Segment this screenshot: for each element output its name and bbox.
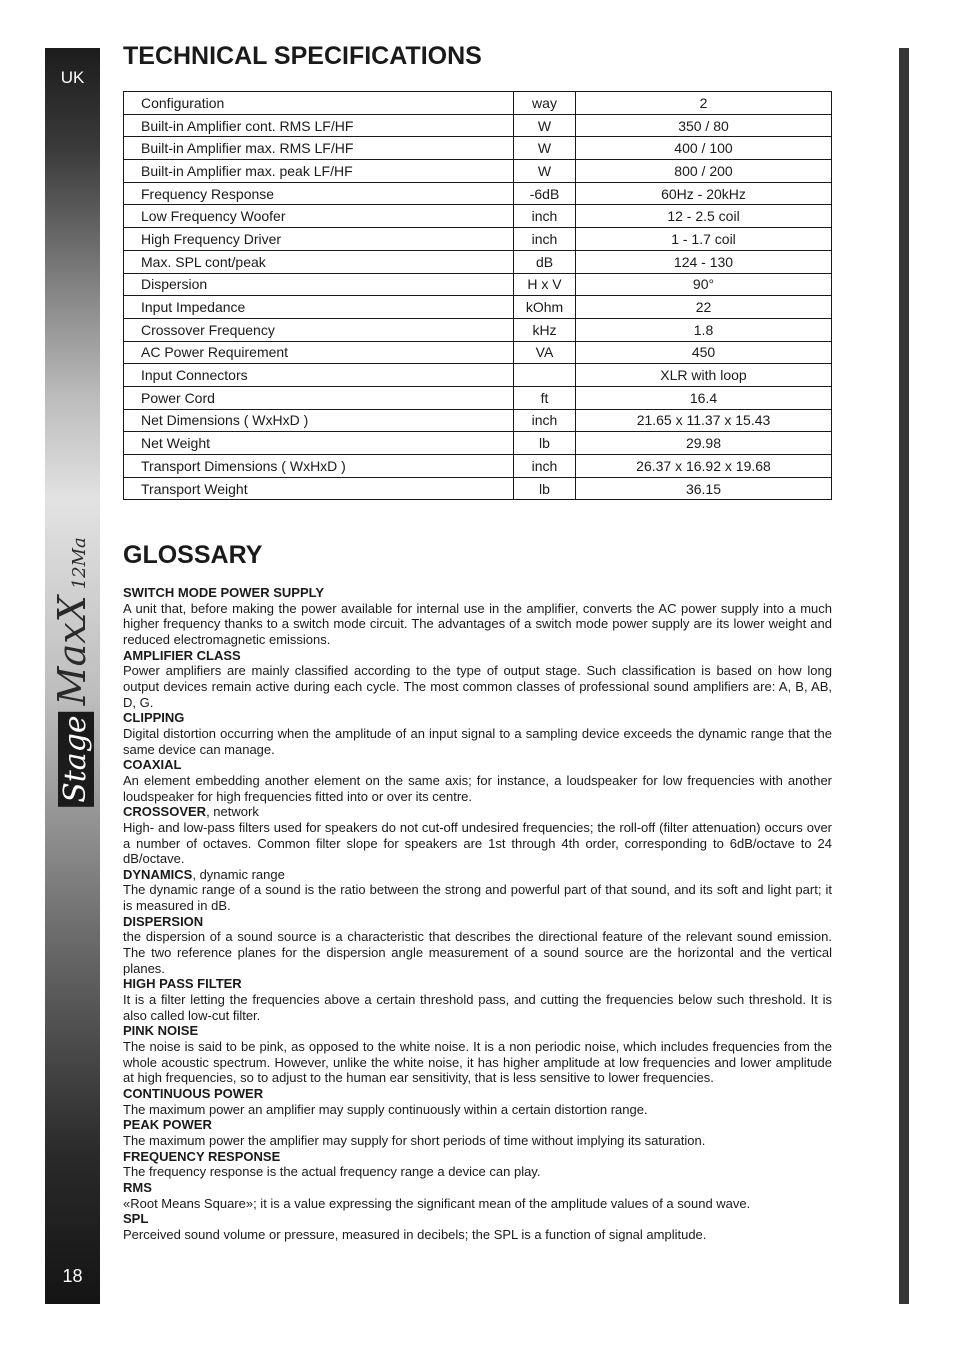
glossary-definition: «Root Means Square»; it is a value expressing the significant mean of the amplitude values of a sound wave. <box>123 1195 751 1211</box>
glossary-term: SWITCH MODE POWER SUPPLY <box>123 585 325 600</box>
spec-name-cell: Max. SPL cont/peak <box>124 250 514 273</box>
spec-unit-cell: way <box>514 92 576 115</box>
spec-name-cell: Input Connectors <box>124 364 514 387</box>
spec-unit-cell: ft <box>514 386 576 409</box>
spec-row <box>124 114 832 137</box>
spec-unit-cell: VA <box>514 341 576 364</box>
spec-unit-cell: W <box>514 160 576 183</box>
glossary-entry <box>123 1211 832 1242</box>
spec-value-cell: 90° <box>576 273 832 296</box>
spec-row <box>124 386 832 409</box>
glossary-term: PINK NOISE <box>123 1023 199 1039</box>
spec-name-cell: Frequency Response <box>124 182 514 205</box>
spec-name-cell: Net Dimensions ( WxHxD ) <box>124 409 514 432</box>
glossary-list <box>123 585 832 1243</box>
glossary-term: AMPLIFIER CLASS <box>123 647 241 663</box>
spec-value-cell: 350 / 80 <box>576 114 832 137</box>
spec-name-cell: Net Weight <box>124 432 514 455</box>
spec-value-cell: 124 - 130 <box>576 250 832 273</box>
spec-unit-cell: -6dB <box>514 182 576 205</box>
spec-name-cell: Power Cord <box>124 386 514 409</box>
spec-value-cell: 26.37 x 16.92 x 19.68 <box>576 455 832 478</box>
brand-logo-main-text: MaxX <box>50 595 94 706</box>
spec-row <box>124 341 832 364</box>
spec-name-cell: Crossover Frequency <box>124 318 514 341</box>
glossary-definition: It is a filter letting the frequencies above a certain threshold pass, and cutting the frequencies below such threshold. It is also called low-cut filter. <box>123 992 832 1023</box>
spec-row <box>124 160 832 183</box>
spec-value-cell: 36.15 <box>576 477 832 500</box>
glossary-entry <box>123 648 832 711</box>
spec-row <box>124 92 832 115</box>
glossary-term: RMS <box>123 1179 152 1195</box>
spec-value-cell: 1.8 <box>576 318 832 341</box>
glossary-term-suffix: , network <box>206 804 259 820</box>
glossary-term: COAXIAL <box>123 757 182 773</box>
spec-row <box>124 432 832 455</box>
glossary-term: FREQUENCY RESPONSE <box>123 1148 281 1164</box>
spec-value-cell: 2 <box>576 92 832 115</box>
page-number: 18 <box>62 1266 83 1286</box>
glossary-term: CLIPPING <box>123 710 185 726</box>
specs-title: TECHNICAL SPECIFICATIONS <box>123 42 482 70</box>
spec-value-cell: 12 - 2.5 coil <box>576 205 832 228</box>
glossary-definition: Perceived sound volume or pressure, measured in decibels; the SPL is a function of signal amplitude. <box>123 1226 707 1242</box>
spec-row <box>124 296 832 319</box>
glossary-entry <box>123 1117 832 1148</box>
side-strip <box>45 48 100 1304</box>
spec-value-cell: 60Hz - 20kHz <box>576 182 832 205</box>
glossary-definition: Power amplifiers are mainly classified according to the type of output stage. Such classification is based on how long output devices remain active during each cycle. The most common classes of professional sound amplifiers are: A, B, AB, D, G. <box>123 663 832 710</box>
glossary-entry <box>123 914 832 977</box>
spec-name-cell: Transport Dimensions ( WxHxD ) <box>124 455 514 478</box>
spec-unit-cell: dB <box>514 250 576 273</box>
glossary-term: DYNAMICS <box>123 866 193 882</box>
spec-row <box>124 318 832 341</box>
spec-value-cell: 16.4 <box>576 386 832 409</box>
glossary-definition: An element embedding another element on the same axis; for instance, a loudspeaker for low frequencies with another loudspeaker for high frequencies fitted into or over its centre. <box>123 772 832 804</box>
brand-logo-box-text: Stage <box>58 711 94 806</box>
specs-table <box>123 91 832 500</box>
glossary-entry <box>123 804 832 867</box>
glossary-term: DISPERSION <box>123 913 204 929</box>
glossary-entry <box>123 757 832 804</box>
glossary-definition: the dispersion of a sound source is a characteristic that describes the directional feature of the relevant sound emission. The two reference planes for the dispersion angle measurement of a sound source are the horizontal and the vertical planes. <box>123 929 832 976</box>
language-label: UK <box>60 68 85 87</box>
glossary-entry <box>123 1023 832 1086</box>
spec-unit-cell: inch <box>514 205 576 228</box>
spec-value-cell: 800 / 200 <box>576 160 832 183</box>
spec-value-cell: 450 <box>576 341 832 364</box>
spec-value-cell: 400 / 100 <box>576 137 832 160</box>
glossary-definition: The frequency response is the actual frequency range a device can play. <box>123 1164 541 1180</box>
spec-unit-cell: inch <box>514 409 576 432</box>
spec-row <box>124 455 832 478</box>
right-edge-bar <box>899 48 909 1304</box>
spec-value-cell: 1 - 1.7 coil <box>576 228 832 251</box>
glossary-term: SPL <box>123 1211 149 1227</box>
spec-unit-cell: kOhm <box>514 296 576 319</box>
spec-row <box>124 364 832 387</box>
spec-unit-cell <box>514 364 576 387</box>
spec-row <box>124 409 832 432</box>
spec-row <box>124 477 832 500</box>
spec-name-cell: Transport Weight <box>124 477 514 500</box>
spec-name-cell: Built-in Amplifier cont. RMS LF/HF <box>124 114 514 137</box>
spec-unit-cell: inch <box>514 455 576 478</box>
glossary-definition: High- and low-pass filters used for speakers do not cut-off undesired frequencies; the roll-off (filter attenuation) occurs over a number of octaves. Common filter slope for speakers are 1st through 4th order, corresponding to 6dB/octave to 24 dB/octave. <box>123 819 832 867</box>
spec-name-cell: Built-in Amplifier max. peak LF/HF <box>124 160 514 183</box>
glossary-term-suffix: , dynamic range <box>192 866 285 882</box>
glossary-definition: The maximum power an amplifier may supply continuously within a certain distortion range. <box>123 1101 648 1117</box>
spec-row <box>124 182 832 205</box>
brand-logo-model-text: 12Ma <box>69 537 90 590</box>
glossary-definition: A unit that, before making the power available for internal use in the amplifier, converts the AC power supply into a much higher frequency thanks to a switch mode circuit. The advantages of a switch mode power supply are its lower weight and reduced electromagnetic emissions. <box>123 600 832 647</box>
glossary-entry <box>123 1149 832 1180</box>
spec-value-cell: 29.98 <box>576 432 832 455</box>
glossary-definition: The maximum power the amplifier may supply for short periods of time without implying its saturation. <box>123 1132 706 1148</box>
spec-unit-cell: W <box>514 137 576 160</box>
spec-name-cell: AC Power Requirement <box>124 341 514 364</box>
glossary-entry <box>123 1180 832 1211</box>
spec-name-cell: High Frequency Driver <box>124 228 514 251</box>
glossary-term: CONTINUOUS POWER <box>123 1086 264 1101</box>
spec-name-cell: Dispersion <box>124 273 514 296</box>
glossary-definition: The dynamic range of a sound is the ratio between the strong and powerful part of that sound, and its soft and light part; it is measured in dB. <box>123 882 832 914</box>
spec-row <box>124 228 832 251</box>
glossary-entry <box>123 585 832 648</box>
glossary-term: CROSSOVER <box>123 804 207 820</box>
spec-value-cell: 22 <box>576 296 832 319</box>
spec-unit-cell: H x V <box>514 273 576 296</box>
spec-unit-cell: W <box>514 114 576 137</box>
spec-unit-cell: inch <box>514 228 576 251</box>
spec-row <box>124 273 832 296</box>
glossary-entry <box>123 710 832 757</box>
glossary-entry <box>123 867 832 914</box>
spec-row <box>124 205 832 228</box>
glossary-definition: Digital distortion occurring when the amplitude of an input signal to a sampling device exceeds the dynamic range that the same device can manage. <box>123 725 832 757</box>
spec-unit-cell: lb <box>514 432 576 455</box>
glossary-definition: The noise is said to be pink, as opposed to the white noise. It is a non periodic noise, which includes frequencies from the whole acoustic spectrum. However, unlike the white noise, it has higher amplitude at low frequencies and lower amplitude at high frequencies, so to adjust to the human ear sensitivity, that is less sensitive to lower frequencies. <box>123 1039 832 1086</box>
spec-unit-cell: lb <box>514 477 576 500</box>
spec-row <box>124 137 832 160</box>
spec-value-cell: 21.65 x 11.37 x 15.43 <box>576 409 832 432</box>
glossary-term: PEAK POWER <box>123 1117 212 1133</box>
brand-logo <box>50 537 95 803</box>
spec-name-cell: Low Frequency Woofer <box>124 205 514 228</box>
glossary-entry <box>123 1086 832 1117</box>
glossary-term: HIGH PASS FILTER <box>123 976 242 992</box>
glossary-title: GLOSSARY <box>123 541 263 569</box>
spec-name-cell: Input Impedance <box>124 296 514 319</box>
spec-unit-cell: kHz <box>514 318 576 341</box>
spec-name-cell: Configuration <box>124 92 514 115</box>
spec-value-cell: XLR with loop <box>576 364 832 387</box>
spec-row <box>124 250 832 273</box>
glossary-entry <box>123 976 832 1023</box>
spec-name-cell: Built-in Amplifier max. RMS LF/HF <box>124 137 514 160</box>
